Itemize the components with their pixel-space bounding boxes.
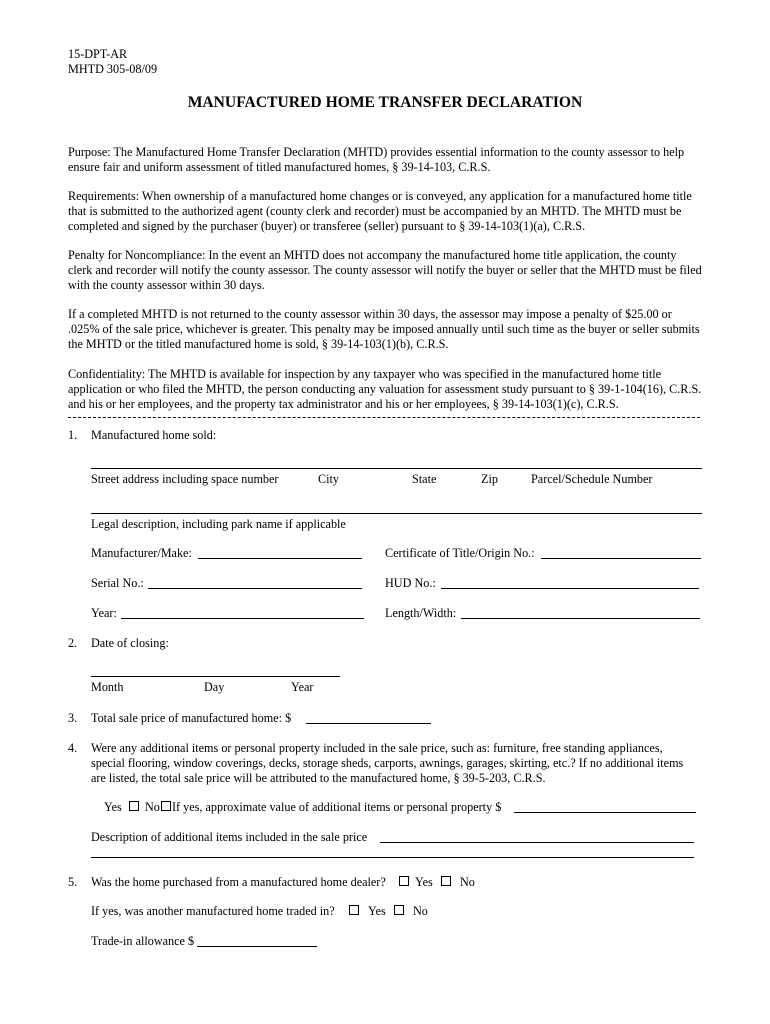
q3-label: Total sale price of manufactured home: $ [91,711,292,725]
q5-tradein-label: Trade-in allowance $ [91,934,195,948]
hud-input-line[interactable] [441,588,699,589]
q1-number: 1. [68,428,78,442]
q4-description-input-line[interactable] [380,842,694,843]
length-width-label: Length/Width: [385,606,457,620]
q5-yes-checkbox[interactable] [399,876,409,886]
purpose-paragraph: Purpose: The Manufactured Home Transfer Declaration (MHTD) provides essential information to the county assessor to help ensure fair and uniform assessment of titled manufactured homes, § 39-14-103, C.R.S. [68,145,685,174]
serial-label: Serial No.: [91,576,144,590]
parcel-label: Parcel/Schedule Number [531,472,653,486]
q4-approx-label: If yes, approximate value of additional items or personal property $ [172,800,502,814]
q4-no-label: No [145,800,160,814]
q5-yes-label: Yes [415,875,433,889]
q4-description-label: Description of additional items included in the sale price [91,830,368,844]
form-code: 15-DPT-AR [68,47,128,61]
q4-description-input-line-2[interactable] [91,857,694,858]
requirements-paragraph: Requirements: When ownership of a manufactured home changes or is conveyed, any application for a manufactured home title that is submitted to the authorized agent (county clerk and recorder) must be accompanied by an MHTD. The MHTD must be completed and signed by the purchaser (buyer) or transferee (seller) pursuant to § 39-14-103(1)(a), C.R.S. [68,189,692,233]
confidentiality-paragraph: Confidentiality: The MHTD is available for inspection by any taxpayer who was specified in the manufactured home title application or who filed the MHTD, the person conducting any valuation for assessment study pursuant to § 39-1-104(16), C.R.S. and his or her employees, and the property tax administrator and his or her employees, § 39-14-103(1)(c), C.R.S. [68,367,702,411]
hud-label: HUD No.: [385,576,436,590]
form-version: MHTD 305-08/09 [68,62,158,76]
q5-traded-no-label: No [413,904,428,918]
q1-label: Manufactured home sold: [91,428,217,442]
q4-text: Were any additional items or personal property included in the sale price, such as: furniture, free standing appliances, special flooring, window coverings, decks, storage sheds, carports, awnings, garages, skirting, etc.? If no additional items are listed, the total sale price will be attributed to the manufactured home, § 39-5-203, C.R.S. [91,741,684,785]
manufacturer-input-line[interactable] [198,558,362,559]
q5-no-checkbox[interactable] [441,876,451,886]
legal-description-input-line[interactable] [91,513,702,514]
q5-traded-yes-label: Yes [368,904,386,918]
page-title: MANUFACTURED HOME TRANSFER DECLARATION [187,94,583,111]
address-input-line[interactable] [91,468,702,469]
penalty-amount-paragraph: If a completed MHTD is not returned to the county assessor within 30 days, the assessor may impose a penalty of $25.00 or .025% of the sale price, whichever is greater. This penalty may be imposed annually until such time as the buyer or seller submits the MHTD or the titled manufactured home is sold, § 39-14-103(1)(b), C.R.S. [68,307,700,351]
q2-label: Date of closing: [91,636,169,650]
section-divider [68,417,700,418]
sale-price-input-line[interactable] [306,723,431,724]
q2-number: 2. [68,636,78,650]
legal-description-label: Legal description, including park name if applicable [91,517,346,531]
year-input-line[interactable] [121,618,364,619]
q4-number: 4. [68,741,78,755]
street-address-label: Street address including space number [91,472,279,486]
certificate-label: Certificate of Title/Origin No.: [385,546,535,560]
q4-yes-checkbox[interactable] [129,801,139,811]
q5-traded-yes-checkbox[interactable] [349,905,359,915]
certificate-input-line[interactable] [541,558,701,559]
month-label: Month [91,680,124,694]
year-label: Year: [91,606,117,620]
q5-label: Was the home purchased from a manufactured home dealer? [91,875,386,889]
zip-label: Zip [481,472,498,486]
q4-yes-label: Yes [104,800,122,814]
length-width-input-line[interactable] [461,618,700,619]
serial-input-line[interactable] [148,588,362,589]
q4-no-checkbox[interactable] [161,801,171,811]
city-label: City [318,472,339,486]
year-date-label: Year [291,680,314,694]
q5-number: 5. [68,875,78,889]
manufacturer-label: Manufacturer/Make: [91,546,192,560]
closing-date-input-line[interactable] [91,676,340,677]
q5-traded-no-checkbox[interactable] [394,905,404,915]
q5-tradein-input-line[interactable] [197,946,317,947]
day-label: Day [204,680,225,694]
q5-no-label: No [460,875,475,889]
q3-number: 3. [68,711,78,725]
penalty-paragraph: Penalty for Noncompliance: In the event an MHTD does not accompany the manufactured home title application, the county clerk and recorder will notify the county assessor. The county assessor will notify the buyer or seller that the MHTD must be filed with the county assessor within 30 days. [68,248,702,292]
q4-approx-value-input-line[interactable] [514,812,696,813]
state-label: State [412,472,437,486]
q5-traded-label: If yes, was another manufactured home traded in? [91,904,335,918]
